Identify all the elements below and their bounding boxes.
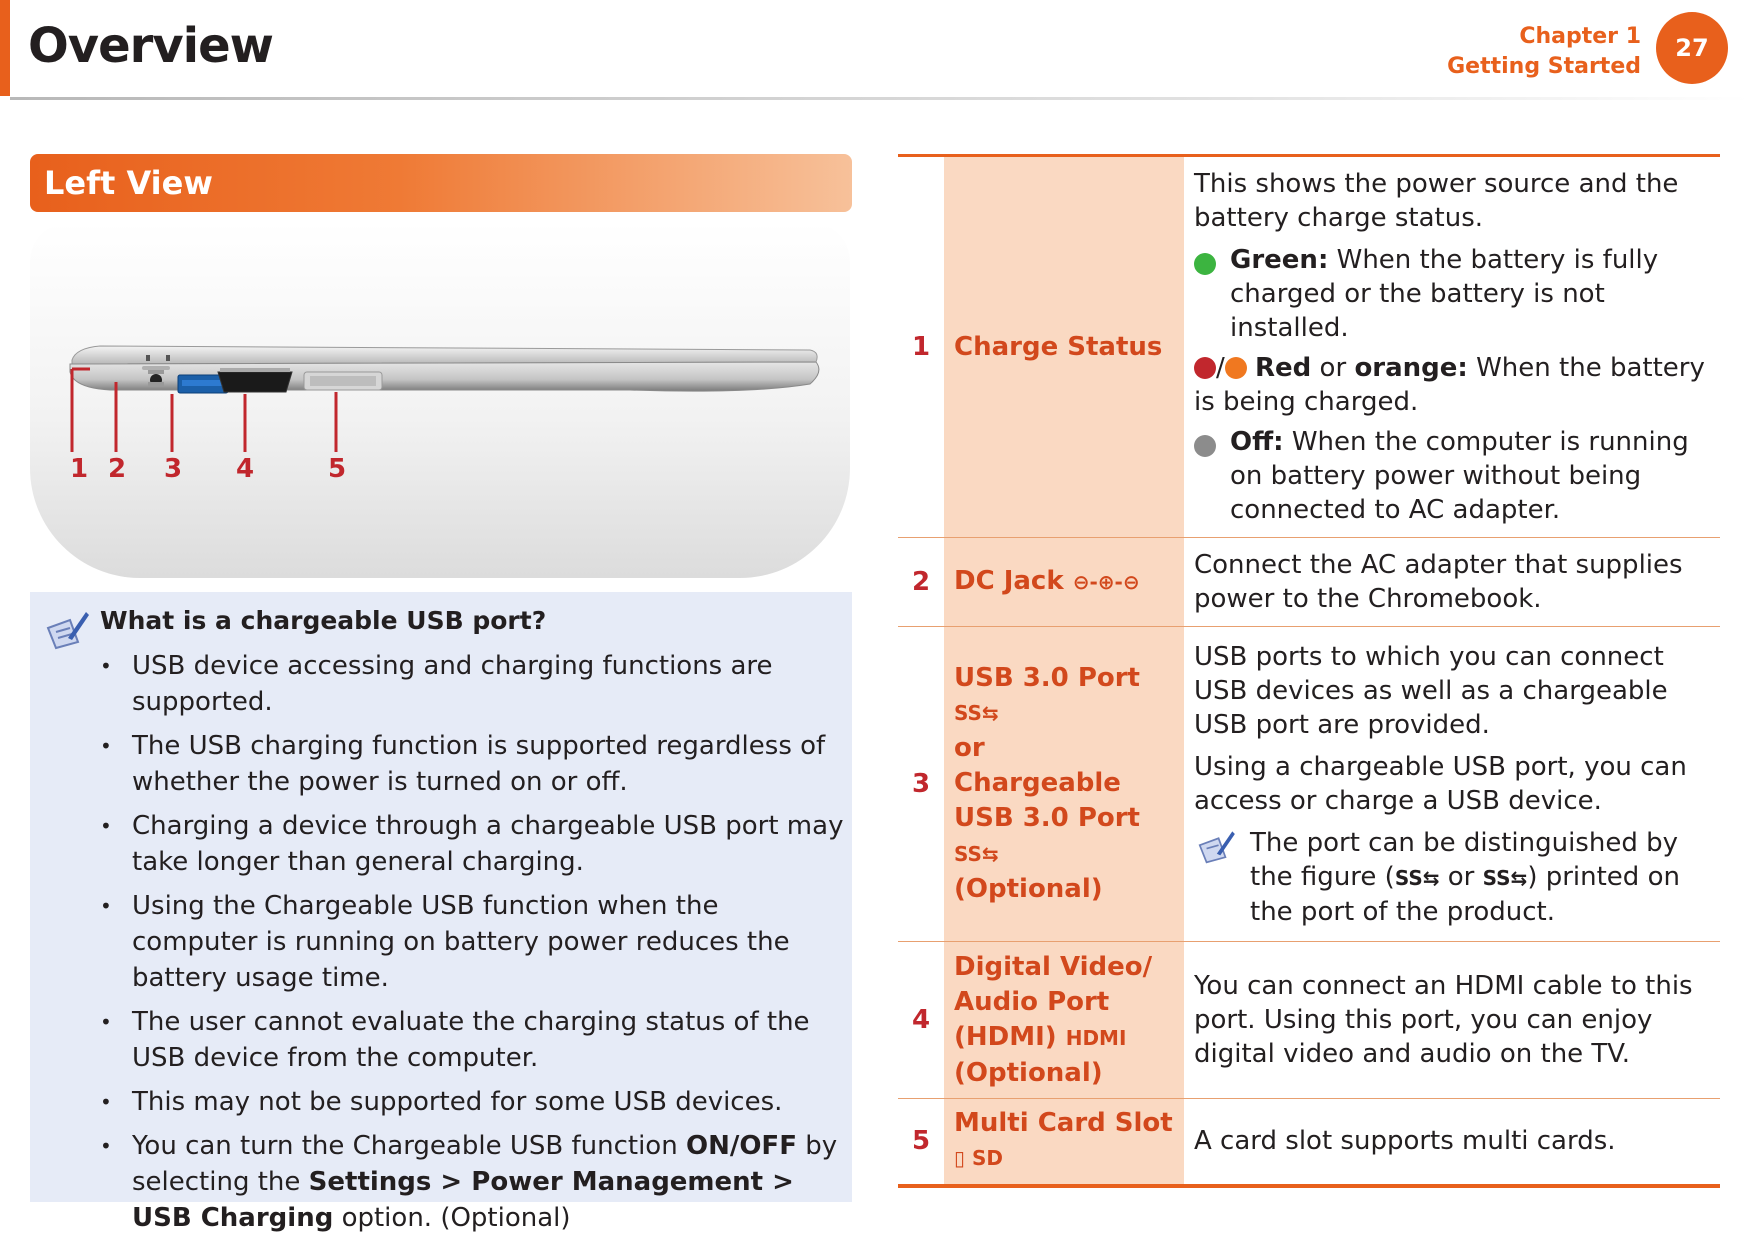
header-divider [10,97,1749,100]
note-text: or [1439,861,1483,892]
callout-4: 4 [236,454,255,484]
status-text: When the battery is being charged. [1194,353,1705,417]
usb-superspeed-icon: SS⇆ [954,701,999,725]
row-number: 3 [898,627,944,942]
status-label: Green: [1230,245,1329,275]
name-text: USB 3.0 Port [954,663,1140,693]
laptop-side-illustration [30,222,850,578]
note-bullet: • The user cannot evaluate the charging status of the USB device from the computer. [100,1004,844,1076]
row-description: You can connect an HDMI cable to this port. Using this port, you can enjoy digital video and audio on the TV. [1184,942,1720,1099]
note-bullet: • Using the Chargeable USB function when the computer is running on battery power reduces the battery usage time. [100,888,844,996]
note-text: ) printed on the port of the product. [1250,861,1680,927]
name-text: DC Jack [954,566,1064,596]
status-red-orange: / Red or orange: When the battery is being charged. [1194,353,1705,417]
optional-label: (Optional) [954,1057,1103,1088]
usb-superspeed-icon: SS⇆ [1394,865,1440,890]
row-name-hdmi [944,942,1184,1099]
section-title: Left View [44,164,213,202]
page-title: Overview [28,18,273,74]
text: You can turn the Chargeable USB function [132,1131,686,1161]
row-description: A card slot supports multi cards. [1184,1099,1720,1186]
charge-status-intro: This shows the power source and the battery charge status. [1194,169,1679,233]
text: option. (Optional) [333,1203,571,1233]
note-text: The port can be distinguished by the figure ( [1250,827,1678,892]
text: by selecting the [132,1131,838,1197]
port-note [1194,826,1720,929]
sd-card-icon: ▯ SD [954,1146,1003,1171]
note-box [30,592,852,1233]
callout-2: 2 [108,454,127,484]
row-number: 1 [898,156,944,538]
status-label: Off: [1230,427,1284,457]
status-text: When the battery is fully charged or the battery is not installed. [1230,245,1659,343]
row-name-charge-status: Charge Status [944,156,1184,538]
row-description [1184,156,1720,538]
port-spec-table [898,154,1720,1188]
red-led-icon [1194,357,1216,379]
note-bullet: • Charging a device through a chargeable USB port may take longer than general charging. [100,808,844,880]
note-bullet: • This may not be supported for some USB devices. [100,1084,844,1120]
row-number: 2 [898,538,944,627]
note-bullet: • The USB charging function is supported regardless of whether the power is turned on or off. [100,728,844,800]
section-header [30,154,852,212]
note-bullet-list [100,648,844,1244]
optional-label: (Optional) [954,874,1103,904]
note-bullet: • USB device accessing and charging functions are supported. [100,648,844,720]
note-pencil-icon [1196,828,1236,864]
row-name-dc-jack [944,538,1184,627]
row-name-multi-card-slot [944,1099,1184,1186]
row-name-usb-port [944,627,1184,942]
name-text: Chargeable USB 3.0 Port [954,768,1140,833]
desc-text: Using a chargeable USB port, you can access or charge a USB device. [1194,751,1687,816]
chapter-number: Chapter 1 [1519,24,1641,49]
table-row [898,538,1720,627]
left-view-photo [30,222,850,578]
status-label: orange: [1354,353,1468,383]
usb-charging-icon: SS⇆ [954,842,999,866]
row-description [1184,627,1720,942]
status-text: When the computer is running on battery power without being connected to AC adapter. [1230,427,1689,525]
row-description: Connect the AC adapter that supplies power to the Chromebook. [1184,538,1720,627]
callout-1: 1 [70,454,89,484]
name-text: or [954,733,985,763]
callout-5: 5 [328,454,347,484]
name-text: Digital Video/ Audio Port (HDMI) [954,951,1153,1052]
status-label: Red [1255,353,1312,383]
status-green [1194,243,1720,345]
name-text: Multi Card Slot [954,1108,1173,1139]
note-heading: What is a chargeable USB port? [100,606,547,635]
chapter-label [1447,22,1641,82]
row-number: 4 [898,942,944,1099]
green-led-icon [1194,253,1216,275]
desc-text: USB ports to which you can connect USB devices as well as a chargeable USB port are provided. [1194,641,1668,740]
row-number: 5 [898,1099,944,1186]
chapter-title: Getting Started [1447,54,1641,79]
table-row [898,942,1720,1099]
status-text: or [1311,353,1355,383]
settings-path: Settings > Power Management > USB Charging [132,1167,794,1233]
on-off-label: ON/OFF [685,1131,797,1161]
header-accent-bar [0,0,10,96]
page-number-badge: 27 [1656,12,1728,84]
note-bullet-usb-charging [100,1128,844,1236]
usb-charging-icon: SS⇆ [1482,865,1528,890]
callout-3: 3 [164,454,183,484]
table-row [898,627,1720,942]
table-row [898,156,1720,538]
hdmi-icon: HDMI [1065,1025,1127,1050]
note-pencil-icon [44,608,90,650]
status-off [1194,425,1720,527]
dc-jack-icon: ⊖-⊕-⊖ [1072,570,1140,594]
gray-led-icon [1194,435,1216,457]
table-row [898,1099,1720,1186]
orange-led-icon [1225,357,1247,379]
